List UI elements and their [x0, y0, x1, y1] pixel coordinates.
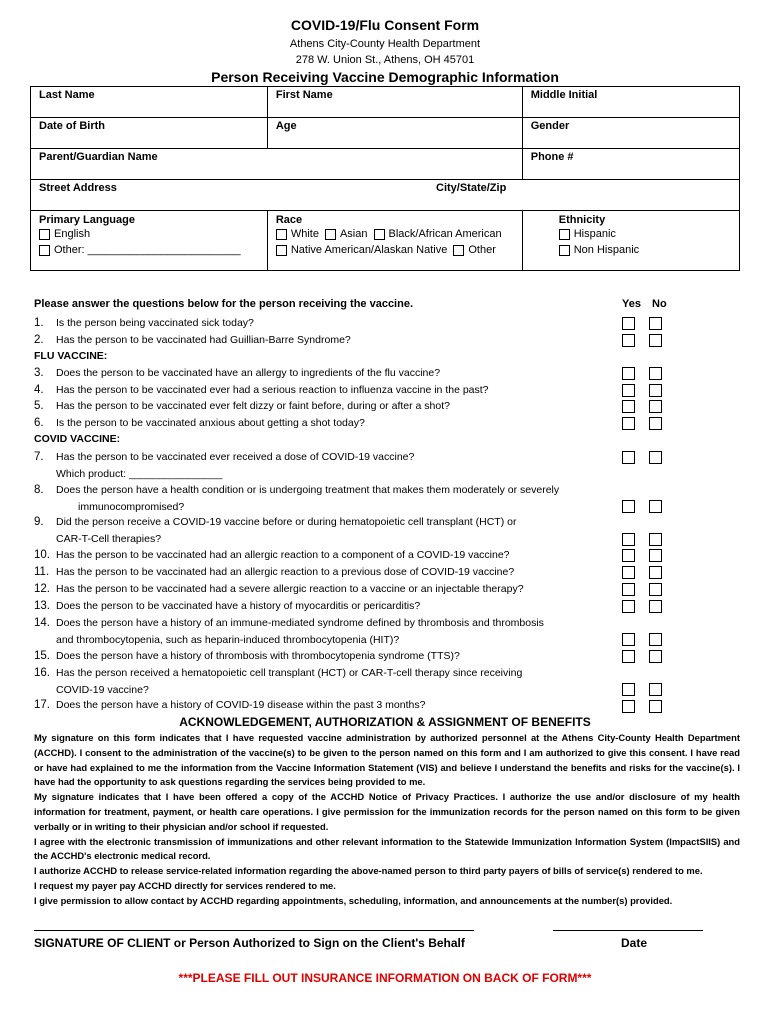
race-cell: Race White Asian Black/African American Native American/Alaskan Native Other	[267, 211, 522, 271]
asian-checkbox[interactable]	[325, 229, 336, 240]
q14-yes-checkbox[interactable]	[622, 633, 635, 646]
age-field[interactable]: Age	[267, 118, 522, 149]
dob-field[interactable]: Date of Birth	[31, 118, 268, 149]
q3-yes-checkbox[interactable]	[622, 367, 635, 380]
question-7: 7. Has the person to be vaccinated ever received a dose of COVID-19 vaccine? Which product: ________________	[34, 451, 415, 480]
question-13: 13. Does the person to be vaccinated have a history of myocarditis or pericarditis?	[34, 600, 421, 612]
question-1: 1. Is the person being vaccinated sick today?	[34, 317, 254, 329]
question-12: 12. Has the person to be vaccinated had a severe allergic reaction to a vaccine or an injectable therapy?	[34, 583, 524, 595]
question-11: 11. Has the person to be vaccinated had an allergic reaction to a previous dose of COVID-19 vaccine?	[34, 566, 515, 578]
ack-paragraph-2: My signature indicates that I have been offered a copy of the ACCHD Notice of Privacy Practices. I authorize the use and/or disclosure of my health information for treatment, payment, or health care operations. I give permission for the immunization records for the person named on this form to be given verbally or in writing to their physician and/or school if requested.	[34, 791, 740, 832]
q12-no-checkbox[interactable]	[649, 583, 662, 596]
q7-yes-checkbox[interactable]	[622, 451, 635, 464]
q4-yes-checkbox[interactable]	[622, 384, 635, 397]
first-name-field[interactable]: First Name	[267, 87, 522, 118]
client-signature-label: SIGNATURE OF CLIENT or Person Authorized to Sign on the Client's Behalf	[34, 936, 465, 950]
other-race-checkbox[interactable]	[453, 245, 464, 256]
q2-no-checkbox[interactable]	[649, 334, 662, 347]
hispanic-checkbox[interactable]	[559, 229, 570, 240]
gender-field[interactable]: Gender	[522, 118, 739, 149]
question-16: 16. Has the person received a hematopoietic cell transplant (HCT) or CAR-T-cell therapy since receiving COVID-19 vaccine?	[34, 667, 523, 696]
question-9: 9. Did the person receive a COVID-19 vaccine before or during hematopoietic cell transplant (HCT) or CAR-T-Cell therapies?	[34, 516, 517, 545]
insurance-notice: ***PLEASE FILL OUT INSURANCE INFORMATION ON BACK OF FORM***	[178, 971, 592, 985]
question-4: 4. Has the person to be vaccinated ever had a serious reaction to influenza vaccine in the past?	[34, 384, 489, 396]
date-label: Date	[621, 936, 648, 950]
q3-no-checkbox[interactable]	[649, 367, 662, 380]
question-3: 3. Does the person to be vaccinated have an allergy to ingredients of the flu vaccine?	[34, 367, 441, 379]
q1-no-checkbox[interactable]	[649, 317, 662, 330]
question-6: 6. Is the person to be vaccinated anxious about getting a shot today?	[34, 417, 365, 429]
q10-yes-checkbox[interactable]	[622, 549, 635, 562]
q6-no-checkbox[interactable]	[649, 417, 662, 430]
q13-no-checkbox[interactable]	[649, 600, 662, 613]
q8-no-checkbox[interactable]	[649, 500, 662, 513]
white-checkbox[interactable]	[276, 229, 287, 240]
ack-body	[34, 731, 740, 909]
ack-paragraph-1: My signature on this form indicates that I have requested vaccine administration by authorized personnel at the Athens City-County Health Department (ACCHD). I consent to the administration of the vaccine(s) to be given to the person named on this form and I am authorized to give this consent. I have read or have had explained to me the information from the Vaccine Information Statement (VIS) and believe I understand the benefits and risks for the vaccine(s). I have had the opportunity to ask questions regarding the services being provided to me.	[34, 732, 740, 788]
demographics-table	[30, 86, 740, 271]
q4-no-checkbox[interactable]	[649, 384, 662, 397]
q11-no-checkbox[interactable]	[649, 566, 662, 579]
yes-column-header: Yes	[622, 298, 641, 310]
question-17: 17. Does the person have a history of COVID-19 disease within the past 3 months?	[34, 699, 426, 711]
question-8: 8. Does the person have a health condition or is undergoing treatment that makes them moderately or severely immunocompromised?	[34, 484, 560, 513]
black-checkbox[interactable]	[374, 229, 385, 240]
language-cell: Primary Language English Other: _________________________	[31, 211, 268, 271]
questions-intro: Please answer the questions below for the person receiving the vaccine.	[34, 298, 414, 310]
other-language-checkbox[interactable]	[39, 245, 50, 256]
form-title: COVID-19/Flu Consent Form	[290, 17, 480, 33]
no-column-header: No	[652, 298, 667, 310]
q6-yes-checkbox[interactable]	[622, 417, 635, 430]
q15-yes-checkbox[interactable]	[622, 650, 635, 663]
flu-heading: FLU VACCINE:	[34, 350, 108, 362]
ack-paragraph-6: I give permission to allow contact by ACCHD regarding appointments, scheduling, information, and announcements at the number(s) provided.	[34, 894, 673, 906]
question-14: 14. Does the person have a history of an immune-mediated syndrome defined by thrombosis and thrombosis and thrombocytopenia, such as heparin-induced thrombocytopenia (HIT)?	[34, 617, 544, 646]
address-field[interactable]: Street Address City/State/Zip	[31, 180, 740, 211]
demographics-title: Person Receiving Vaccine Demographic Information	[211, 69, 559, 85]
non-hispanic-checkbox[interactable]	[559, 245, 570, 256]
q5-no-checkbox[interactable]	[649, 400, 662, 413]
q16-no-checkbox[interactable]	[649, 683, 662, 696]
phone-field[interactable]: Phone #	[522, 149, 739, 180]
english-checkbox[interactable]	[39, 229, 50, 240]
q17-no-checkbox[interactable]	[649, 700, 662, 713]
parent-guardian-field[interactable]: Parent/Guardian Name	[31, 149, 523, 180]
covid-heading: COVID VACCINE:	[34, 433, 121, 445]
q14-no-checkbox[interactable]	[649, 633, 662, 646]
q10-no-checkbox[interactable]	[649, 549, 662, 562]
q1-yes-checkbox[interactable]	[622, 317, 635, 330]
org-address: 278 W. Union St., Athens, OH 45701	[295, 54, 475, 66]
ack-title: ACKNOWLEDGEMENT, AUTHORIZATION & ASSIGNMENT OF BENEFITS	[179, 715, 591, 729]
question-2: 2. Has the person to be vaccinated had Guillian-Barre Syndrome?	[34, 334, 351, 346]
question-10: 10. Has the person to be vaccinated had an allergic reaction to a component of a COVID-19 vaccine?	[34, 549, 510, 561]
q9-no-checkbox[interactable]	[649, 533, 662, 546]
ack-paragraph-3: I agree with the electronic transmission of immunizations and other relevant information to the Statewide Immunization Information System (ImpactSIIS) and the ACCHD's electronic medical record.	[34, 835, 740, 862]
date-signature-line[interactable]	[553, 930, 703, 931]
q7-no-checkbox[interactable]	[649, 451, 662, 464]
ack-paragraph-5: I request my payer pay ACCHD directly for services rendered to me.	[34, 879, 336, 891]
native-checkbox[interactable]	[276, 245, 287, 256]
q15-no-checkbox[interactable]	[649, 650, 662, 663]
q13-yes-checkbox[interactable]	[622, 600, 635, 613]
q9-yes-checkbox[interactable]	[622, 533, 635, 546]
last-name-field[interactable]: Last Name	[31, 87, 268, 118]
q17-yes-checkbox[interactable]	[622, 700, 635, 713]
org-name: Athens City-County Health Department	[289, 38, 481, 50]
client-signature-line[interactable]	[34, 930, 474, 931]
question-5: 5. Has the person to be vaccinated ever felt dizzy or faint before, during or after a shot?	[34, 400, 450, 412]
ack-paragraph-4: I authorize ACCHD to release service-related information regarding the above-named person to third party payers of bills of service(s) rendered to me.	[34, 865, 703, 877]
ethnicity-cell: Ethnicity Hispanic Non Hispanic	[522, 211, 739, 271]
question-15: 15. Does the person have a history of thrombosis with thrombocytopenia syndrome (TTS)?	[34, 650, 460, 662]
q5-yes-checkbox[interactable]	[622, 400, 635, 413]
q8-yes-checkbox[interactable]	[622, 500, 635, 513]
q16-yes-checkbox[interactable]	[622, 683, 635, 696]
city-state-zip-label: City/State/Zip	[436, 182, 507, 194]
middle-initial-field[interactable]: Middle Initial	[522, 87, 739, 118]
q11-yes-checkbox[interactable]	[622, 566, 635, 579]
q2-yes-checkbox[interactable]	[622, 334, 635, 347]
q12-yes-checkbox[interactable]	[622, 583, 635, 596]
